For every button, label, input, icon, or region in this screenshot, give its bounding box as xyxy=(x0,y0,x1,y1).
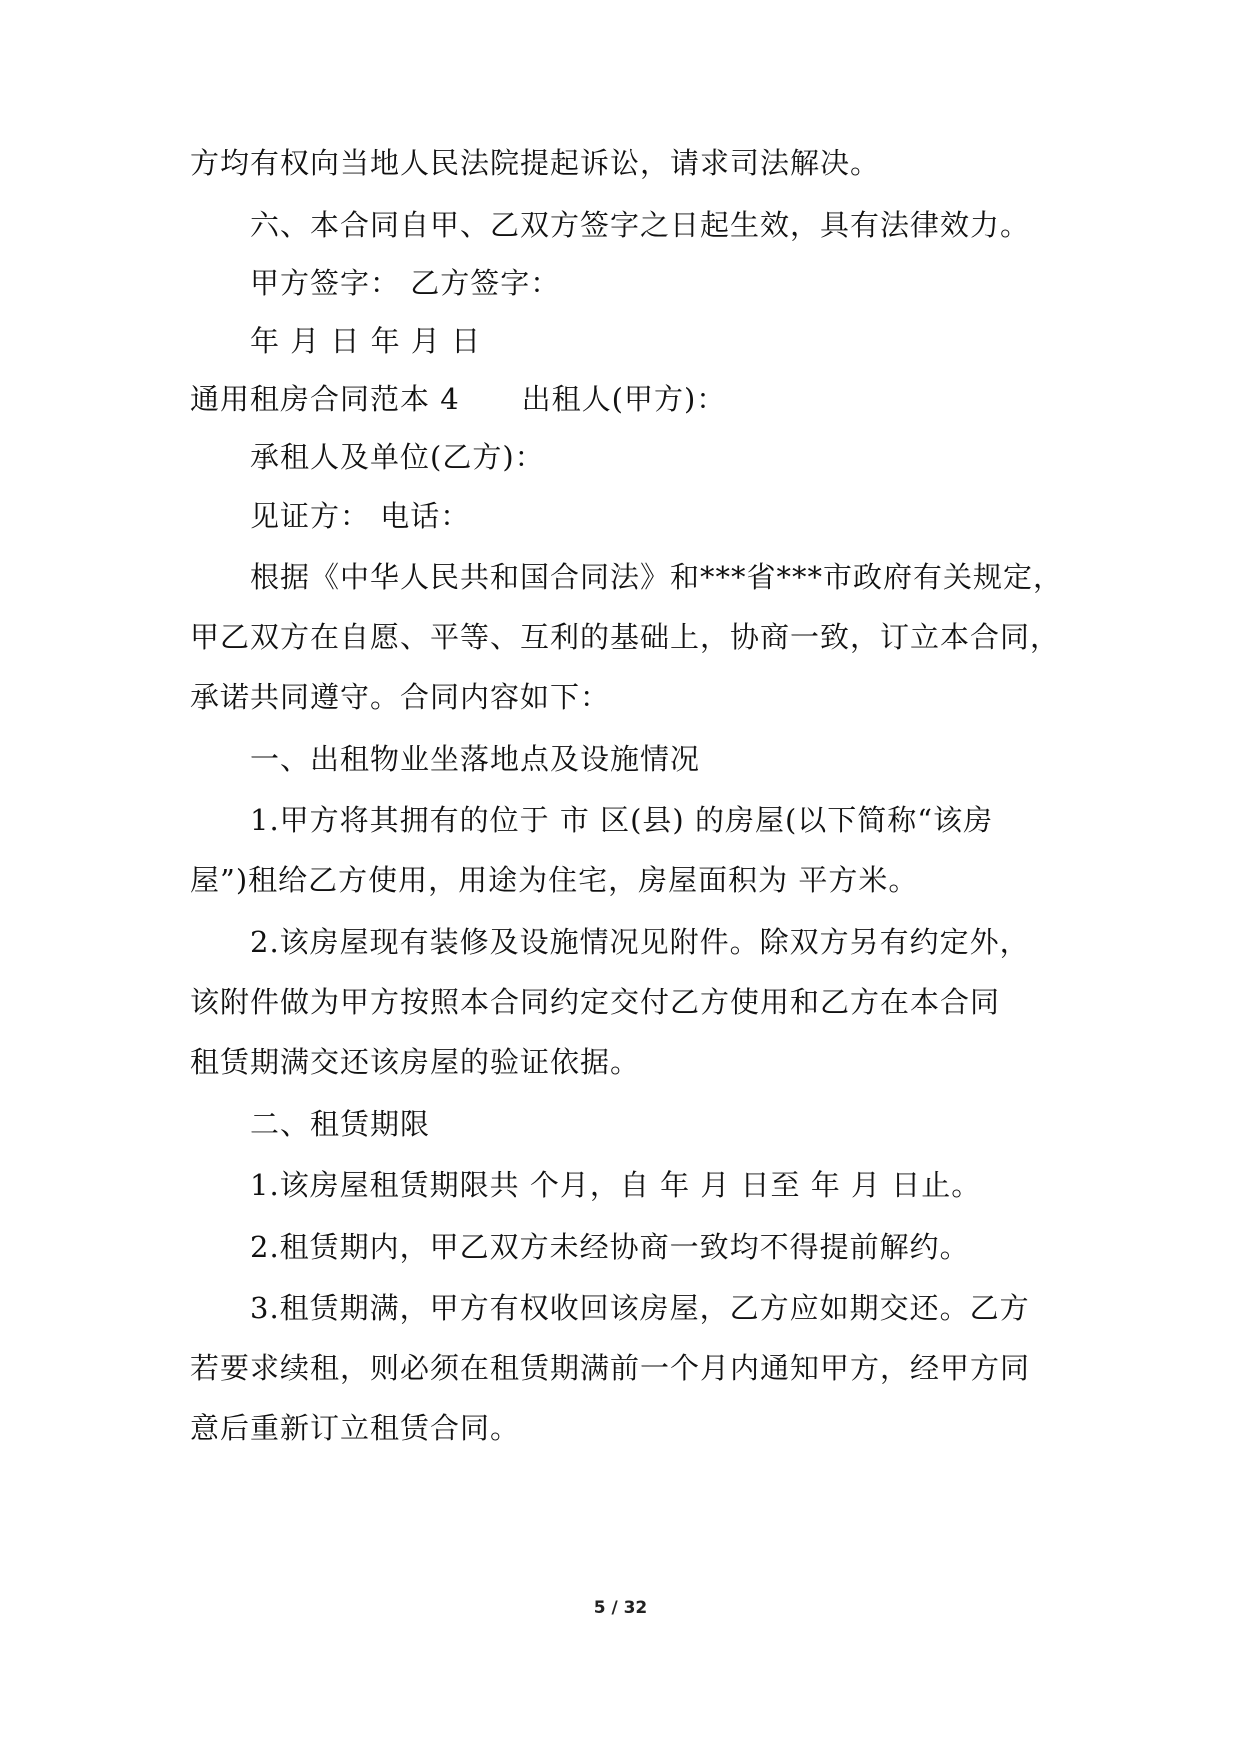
paragraph-line: 2.租赁期内，甲乙双方未经协商一致均不得提前解约。 xyxy=(250,1230,970,1264)
paragraph-line: 2.该房屋现有装修及设施情况见附件。除双方另有约定外， xyxy=(250,925,1030,959)
page-number: 5 / 32 xyxy=(593,1598,648,1618)
paragraph-line: 承诺共同遵守。合同内容如下： xyxy=(190,680,611,714)
paragraph-line: 甲乙双方在自愿、平等、互利的基础上，协商一致，订立本合同， xyxy=(190,620,1061,654)
paragraph-line: 该附件做为甲方按照本合同约定交付乙方使用和乙方在本合同 xyxy=(190,985,1001,1019)
paragraph-line: 1.甲方将其拥有的位于 市 区(县) 的房屋(以下简称“该房 xyxy=(250,803,994,837)
clause-heading: 一、出租物业坐落地点及设施情况 xyxy=(250,742,701,776)
paragraph-line: 租赁期满交还该房屋的验证依据。 xyxy=(190,1045,641,1079)
paragraph-line: 六、本合同自甲、乙双方签字之日起生效，具有法律效力。 xyxy=(250,208,1031,242)
lessee-label: 承租人及单位(乙方)： xyxy=(250,440,545,474)
paragraph-line: 若要求续租，则必须在租赁期满前一个月内通知甲方，经甲方同 xyxy=(190,1351,1031,1385)
date-line: 年 月 日 年 月 日 xyxy=(250,324,482,358)
lessor-label: 出租人(甲方)： xyxy=(521,382,727,416)
paragraph-line: 1.该房屋租赁期限共 个月，自 年 月 日至 年 月 日止。 xyxy=(250,1168,982,1202)
paragraph-line: 根据《中华人民共和国合同法》和***省***市政府有关规定， xyxy=(250,560,1064,594)
clause-heading: 二、租赁期限 xyxy=(250,1107,431,1141)
paragraph-line: 屋”)租给乙方使用，用途为住宅，房屋面积为 平方米。 xyxy=(190,863,919,897)
paragraph-line: 意后重新订立租赁合同。 xyxy=(190,1411,521,1445)
signature-line: 甲方签字： 乙方签字： xyxy=(250,266,561,300)
section-heading-line xyxy=(190,379,726,419)
section-title: 通用租房合同范本 4 xyxy=(190,382,460,416)
paragraph-line: 3.租赁期满，甲方有权收回该房屋，乙方应如期交还。乙方 xyxy=(250,1291,1030,1325)
paragraph-line: 方均有权向当地人民法院提起诉讼，请求司法解决。 xyxy=(190,146,881,180)
witness-line: 见证方： 电话： xyxy=(250,499,471,533)
